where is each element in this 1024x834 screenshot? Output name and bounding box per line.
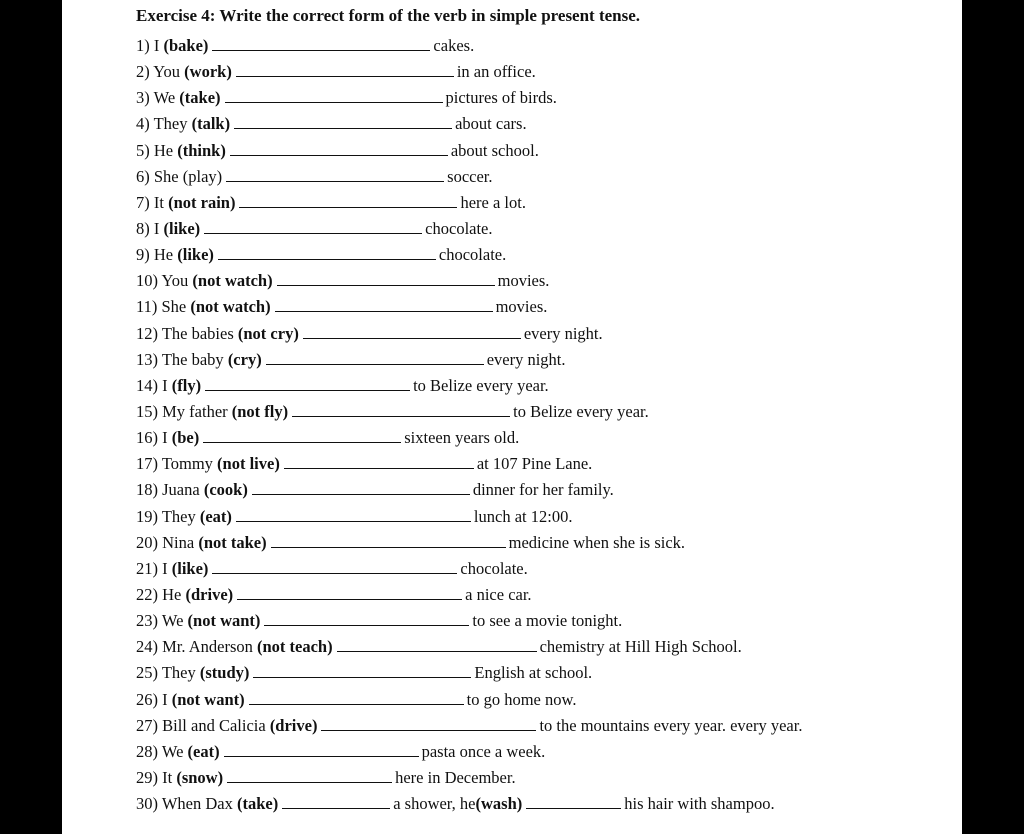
item-verb: (not want): [187, 611, 261, 631]
item-completion: movies.: [497, 271, 550, 291]
item-subject: 12) The babies: [136, 323, 238, 343]
exercise-item: [136, 504, 956, 530]
exercise-item: [136, 425, 956, 451]
answer-blank[interactable]: [271, 533, 506, 548]
answer-blank[interactable]: [212, 36, 430, 51]
answer-blank[interactable]: [204, 219, 422, 234]
exercise-item: [136, 556, 956, 582]
exercise-item: [136, 687, 956, 713]
item-verb: (like): [171, 558, 209, 578]
item-subject: 17) Tommy: [136, 454, 218, 474]
item-subject: 2) You: [136, 62, 185, 82]
item-completion: dinner for her family.: [472, 480, 614, 500]
exercise-item: [136, 33, 956, 59]
answer-blank[interactable]: [237, 585, 462, 600]
exercise-item: [136, 164, 956, 190]
answer-blank[interactable]: [236, 62, 454, 77]
item-completion: his hair with shampoo.: [624, 794, 775, 814]
answer-blank[interactable]: [227, 768, 392, 783]
item-verb: (take): [179, 88, 221, 108]
item-subject: 24) Mr. Anderson: [136, 637, 257, 657]
answer-blank[interactable]: [303, 324, 521, 339]
item-subject: 26) I: [136, 689, 172, 709]
item-subject: 3) We: [136, 88, 180, 108]
exercise-item: [136, 582, 956, 608]
item-subject: 29) It: [136, 767, 177, 787]
item-subject: 28) We: [136, 741, 188, 761]
item-verb: (not watch): [192, 271, 273, 291]
item-verb: (cook): [203, 480, 248, 500]
answer-blank[interactable]: [249, 690, 464, 705]
item-completion: in an office.: [456, 62, 536, 82]
answer-blank[interactable]: [275, 297, 493, 312]
item-subject: 4) They: [136, 114, 192, 134]
answer-blank[interactable]: [218, 245, 436, 260]
item-completion: every night.: [523, 323, 603, 343]
exercise-item: [136, 477, 956, 503]
item-subject: 9) He: [136, 245, 178, 265]
item-verb: (bake): [163, 36, 209, 55]
answer-blank[interactable]: [284, 454, 474, 469]
item-verb: (think): [177, 140, 226, 160]
item-verb: (snow): [176, 767, 224, 787]
item-verb: (be): [171, 428, 200, 448]
item-verb: (not teach): [257, 637, 333, 657]
answer-blank[interactable]: [321, 716, 536, 731]
item-subject: 30) When Dax: [136, 794, 237, 814]
answer-blank[interactable]: [236, 507, 471, 522]
exercise-item: [136, 765, 956, 791]
item-completion: to the mountains every year. every year.: [539, 715, 803, 735]
item-subject: 27) Bill and Calicia: [136, 715, 270, 735]
item-verb: (not rain): [168, 192, 236, 212]
exercise-item: [136, 85, 956, 111]
item-subject: 22) He: [136, 584, 186, 604]
item-completion: about cars.: [455, 114, 527, 134]
item-subject: 8) I: [136, 218, 164, 238]
item-completion: chocolate.: [460, 558, 528, 578]
item-completion: here in December.: [395, 767, 516, 787]
item-verb: (take): [236, 794, 279, 814]
item-verb: (not cry): [237, 323, 299, 343]
item-verb: (fly): [171, 375, 202, 395]
item-subject: 7) It: [136, 192, 169, 212]
item-completion: pasta once a week.: [421, 741, 546, 761]
exercise-item: [136, 739, 956, 765]
item-completion: cakes.: [433, 36, 475, 55]
item-completion: sixteen years old.: [404, 428, 520, 448]
exercise-item: [136, 791, 956, 817]
item-verb: (not take): [198, 532, 267, 552]
exercise-item: [136, 373, 956, 399]
item-verb: (like): [163, 218, 201, 238]
item-completion: movies.: [495, 297, 548, 317]
exercise-item: [136, 451, 956, 477]
item-completion: a nice car.: [465, 584, 532, 604]
exercise-item: [136, 59, 956, 85]
item-completion: to go home now.: [466, 689, 577, 709]
item-verb: (play): [182, 166, 223, 186]
item-completion: soccer.: [447, 166, 493, 186]
exercise-item: [136, 399, 956, 425]
item-subject: 10) You: [136, 271, 193, 291]
answer-blank[interactable]: [225, 88, 443, 103]
item-subject: 19) They: [136, 506, 200, 526]
item-completion: to see a movie tonight.: [472, 611, 623, 631]
item-completion: chocolate.: [425, 218, 493, 238]
item-verb: (not live): [217, 454, 280, 474]
answer-blank[interactable]: [239, 193, 457, 208]
answer-blank[interactable]: [224, 742, 419, 757]
item-subject: 1) I: [136, 36, 164, 55]
exercise-item: [136, 111, 956, 137]
item-completion: every night.: [486, 349, 566, 369]
item-completion: about school.: [450, 140, 539, 160]
item-completion: to Belize every year.: [513, 401, 649, 421]
item-verb: (drive): [269, 715, 318, 735]
answer-blank[interactable]: [205, 376, 410, 391]
item-completion: to Belize every year.: [413, 375, 549, 395]
exercise-item: [136, 321, 956, 347]
answer-blank[interactable]: [266, 350, 484, 365]
answer-blank[interactable]: [203, 428, 401, 443]
item-subject: 16) I: [136, 428, 172, 448]
exercise-item: [136, 190, 956, 216]
item-verb: (talk): [191, 114, 231, 134]
item-verb: (not watch): [190, 297, 271, 317]
exercise-item: [136, 268, 956, 294]
item-subject: 13) The baby: [136, 349, 228, 369]
item-completion: a shower, he: [393, 794, 476, 814]
item-verb: (drive): [185, 584, 234, 604]
item-completion: chemistry at Hill High School.: [539, 637, 742, 657]
exercise-item: [136, 608, 956, 634]
item-subject: 5) He: [136, 140, 178, 160]
item-subject: 11) She: [136, 297, 191, 317]
item-subject: 25) They: [136, 663, 200, 683]
item-subject: 6) She: [136, 166, 183, 186]
item-subject: 20) Nina: [136, 532, 199, 552]
answer-blank[interactable]: [212, 559, 457, 574]
exercise-item: [136, 294, 956, 320]
answer-blank[interactable]: [253, 663, 471, 678]
answer-blank[interactable]: [252, 480, 470, 495]
exercise-item: [136, 242, 956, 268]
item-completion: at 107 Pine Lane.: [476, 454, 593, 474]
item-subject: 21) I: [136, 558, 172, 578]
item-completion: pictures of birds.: [445, 88, 557, 108]
exercise-item: [136, 216, 956, 242]
item-verb: (study): [199, 663, 250, 683]
answer-blank[interactable]: [526, 794, 621, 809]
answer-blank[interactable]: [337, 637, 537, 652]
answer-blank[interactable]: [282, 794, 390, 809]
item-verb: (eat): [187, 741, 220, 761]
answer-blank[interactable]: [230, 141, 448, 156]
answer-blank[interactable]: [277, 271, 495, 286]
item-verb: (not fly): [231, 401, 289, 421]
answer-blank[interactable]: [226, 167, 444, 182]
answer-blank[interactable]: [292, 402, 510, 417]
answer-blank[interactable]: [264, 611, 469, 626]
item-verb: (cry): [227, 349, 262, 369]
exercise-title: Exercise 4: Write the correct form of the verb in simple present tense.: [136, 6, 641, 25]
exercise-item: [136, 138, 956, 164]
item-subject: 15) My father: [136, 401, 232, 421]
exercise-item: [136, 347, 956, 373]
item-completion: medicine when she is sick.: [508, 532, 686, 552]
item-completion: here a lot.: [460, 192, 526, 212]
item-completion: English at school.: [474, 663, 593, 683]
item-completion: lunch at 12:00.: [473, 506, 573, 526]
item-subject: 23) We: [136, 611, 188, 631]
exercise-item: [136, 660, 956, 686]
answer-blank[interactable]: [234, 114, 452, 129]
item-verb: (work): [184, 62, 232, 82]
exercise-item: [136, 530, 956, 556]
item-verb: (like): [177, 245, 214, 265]
item-completion: chocolate.: [438, 245, 507, 265]
item-subject: 14) I: [136, 375, 172, 395]
exercise-item: [136, 713, 956, 739]
exercise-list: [136, 33, 956, 817]
item-verb: (not want): [171, 689, 245, 709]
item-verb: (wash): [475, 794, 523, 814]
item-verb: (eat): [199, 506, 232, 526]
item-subject: 18) Juana: [136, 480, 204, 500]
exercise-item: [136, 634, 956, 660]
